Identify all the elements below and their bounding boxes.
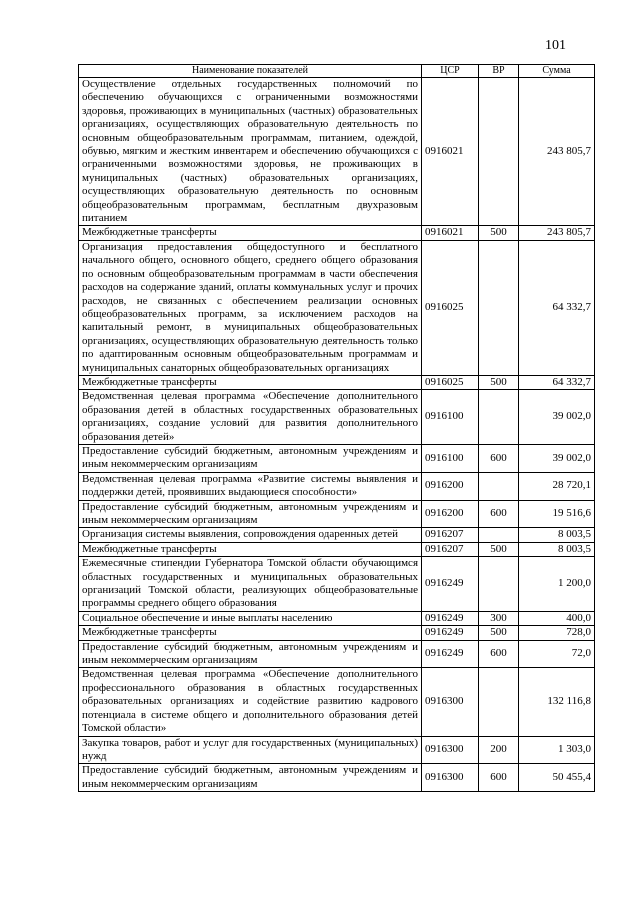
cell-vr — [479, 78, 519, 226]
table-row — [79, 668, 595, 736]
table-row — [79, 611, 595, 625]
cell-vr: 600 — [479, 444, 519, 472]
page-number: 101 — [545, 38, 566, 53]
table-row — [79, 240, 595, 375]
cell-csr: 0916025 — [422, 240, 479, 375]
cell-sum: 1 303,0 — [519, 736, 595, 764]
cell-csr: 0916200 — [422, 472, 479, 500]
cell-name: Межбюджетные трансферты — [79, 626, 422, 640]
cell-name: Ведомственная целевая программа «Обеспечение дополнительного профессионального образования в областных государственных образовательных организациях и содействие развитию кадрового потенциала в системе общего и дополнительного образования детей Томской области» — [79, 668, 422, 736]
cell-sum: 72,0 — [519, 640, 595, 668]
table-row — [79, 640, 595, 668]
table-row — [79, 78, 595, 226]
cell-sum: 243 805,7 — [519, 226, 595, 240]
cell-name: Предоставление субсидий бюджетным, автономным учреждениям и иным некоммерческим организациям — [79, 500, 422, 528]
cell-csr: 0916207 — [422, 528, 479, 542]
table-body — [79, 78, 595, 792]
table-row — [79, 226, 595, 240]
cell-vr: 500 — [479, 542, 519, 556]
table-row — [79, 390, 595, 445]
cell-vr: 600 — [479, 640, 519, 668]
cell-csr: 0916021 — [422, 78, 479, 226]
table-row — [79, 444, 595, 472]
cell-csr: 0916021 — [422, 226, 479, 240]
cell-name: Организация предоставления общедоступного и бесплатного начального общего, основного общего, среднего общего образования по основным общеобразовательным программам в части обеспечения расходов на содержание зданий, оплаты коммунальных услуг и прочих расходов, не связанных с обеспечением реализации основных общеобразовательных программ, за исключением расходов на капитальный ремонт, в муниципальных общеобразовательных организациях, осуществляющих образовательную деятельность только по адаптированным основным общеобразовательным программам и муниципальных санаторных общеобразовательных организациях — [79, 240, 422, 375]
cell-csr: 0916100 — [422, 444, 479, 472]
table-row — [79, 736, 595, 764]
cell-sum: 39 002,0 — [519, 390, 595, 445]
cell-sum: 39 002,0 — [519, 444, 595, 472]
cell-sum: 50 455,4 — [519, 764, 595, 792]
cell-name: Организация системы выявления, сопровождения одаренных детей — [79, 528, 422, 542]
cell-sum: 64 332,7 — [519, 240, 595, 375]
table-row — [79, 542, 595, 556]
cell-name: Межбюджетные трансферты — [79, 375, 422, 389]
budget-table — [78, 64, 595, 792]
cell-sum: 243 805,7 — [519, 78, 595, 226]
cell-csr: 0916207 — [422, 542, 479, 556]
cell-vr — [479, 390, 519, 445]
cell-sum: 1 200,0 — [519, 557, 595, 612]
cell-vr — [479, 557, 519, 612]
cell-sum: 28 720,1 — [519, 472, 595, 500]
cell-sum: 728,0 — [519, 626, 595, 640]
cell-sum: 132 116,8 — [519, 668, 595, 736]
cell-vr: 600 — [479, 764, 519, 792]
cell-name: Закупка товаров, работ и услуг для государственных (муниципальных) нужд — [79, 736, 422, 764]
cell-vr: 300 — [479, 611, 519, 625]
cell-csr: 0916025 — [422, 375, 479, 389]
table-row — [79, 557, 595, 612]
header-row — [79, 65, 595, 78]
cell-vr: 200 — [479, 736, 519, 764]
cell-csr: 0916249 — [422, 626, 479, 640]
cell-sum: 8 003,5 — [519, 542, 595, 556]
cell-csr: 0916300 — [422, 668, 479, 736]
cell-csr: 0916300 — [422, 736, 479, 764]
header-sum: Сумма — [519, 65, 595, 78]
cell-name: Предоставление субсидий бюджетным, автономным учреждениям и иным некоммерческим организациям — [79, 764, 422, 792]
cell-name: Предоставление субсидий бюджетным, автономным учреждениям и иным некоммерческим организациям — [79, 444, 422, 472]
cell-sum: 64 332,7 — [519, 375, 595, 389]
cell-sum: 8 003,5 — [519, 528, 595, 542]
cell-vr — [479, 668, 519, 736]
table-row — [79, 626, 595, 640]
cell-sum: 400,0 — [519, 611, 595, 625]
cell-csr: 0916300 — [422, 764, 479, 792]
cell-vr: 500 — [479, 626, 519, 640]
table-row — [79, 764, 595, 792]
cell-vr — [479, 528, 519, 542]
cell-csr: 0916249 — [422, 557, 479, 612]
cell-name: Осуществление отдельных государственных полномочий по обеспечению обучающихся с ограниченными возможностями здоровья, проживающих в муниципальных (частных) образовательных организациях, осуществляющих образовательную деятельность по основным общеобразовательным программам, питанием, одеждой, обувью, мягким и жестким инвентарем и обеспечению обучающихся с ограниченными возможностями здоровья, не проживающих в муниципальных (частных) образовательных организациях, осуществляющих образовательную деятельность по основным общеобразовательным программам, бесплатным двухразовым питанием — [79, 78, 422, 226]
table-header — [79, 65, 595, 78]
cell-vr — [479, 240, 519, 375]
table-row — [79, 472, 595, 500]
table-row — [79, 528, 595, 542]
cell-sum: 19 516,6 — [519, 500, 595, 528]
header-vr: ВР — [479, 65, 519, 78]
cell-csr: 0916200 — [422, 500, 479, 528]
cell-name: Ведомственная целевая программа «Обеспечение дополнительного образования детей в областных государственных образовательных организациях, создание условий для развития дополнительного образования детей» — [79, 390, 422, 445]
cell-vr — [479, 472, 519, 500]
table-row — [79, 500, 595, 528]
cell-csr: 0916100 — [422, 390, 479, 445]
header-name: Наименование показателей — [79, 65, 422, 78]
cell-vr: 600 — [479, 500, 519, 528]
cell-name: Межбюджетные трансферты — [79, 226, 422, 240]
cell-name: Социальное обеспечение и иные выплаты населению — [79, 611, 422, 625]
cell-name: Предоставление субсидий бюджетным, автономным учреждениям и иным некоммерческим организациям — [79, 640, 422, 668]
cell-csr: 0916249 — [422, 611, 479, 625]
cell-name: Ежемесячные стипендии Губернатора Томской области обучающимся областных государственных и муниципальных образовательных организаций Томской области, реализующих общеобразовательные программы среднего общего образования — [79, 557, 422, 612]
cell-name: Ведомственная целевая программа «Развитие системы выявления и поддержки детей, проявивших выдающиеся способности» — [79, 472, 422, 500]
cell-vr: 500 — [479, 226, 519, 240]
cell-name: Межбюджетные трансферты — [79, 542, 422, 556]
table-row — [79, 375, 595, 389]
header-csr: ЦСР — [422, 65, 479, 78]
cell-csr: 0916249 — [422, 640, 479, 668]
cell-vr: 500 — [479, 375, 519, 389]
